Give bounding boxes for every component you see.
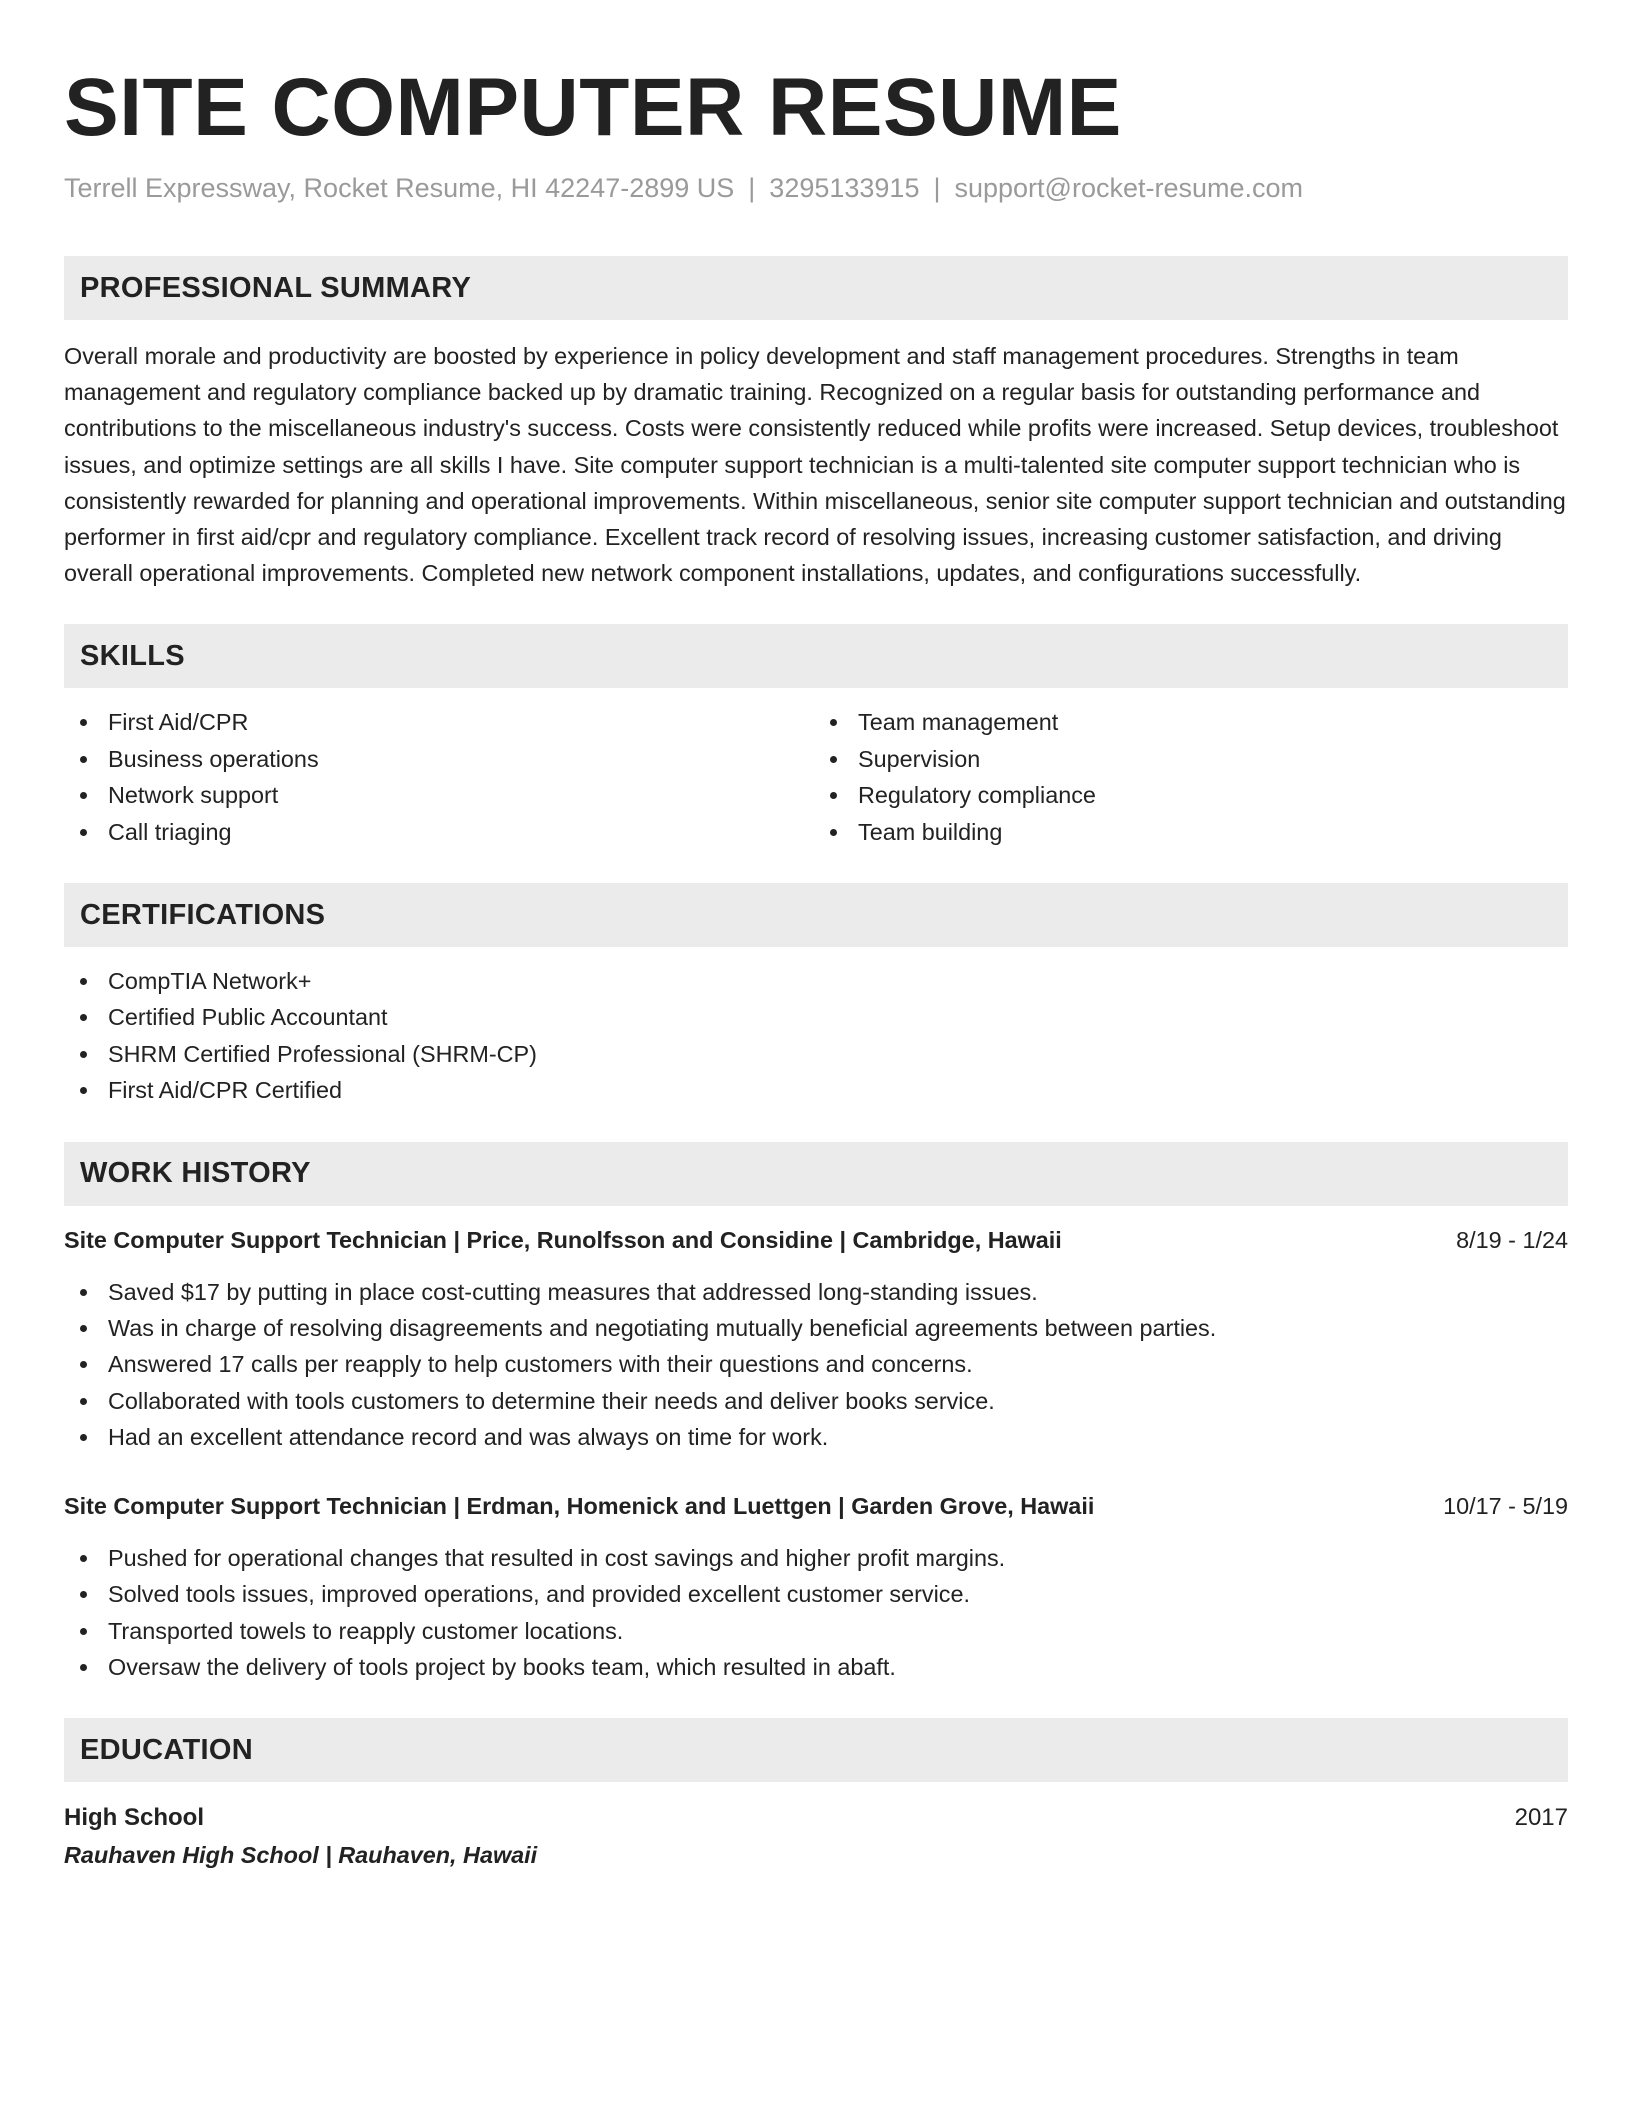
- section-header-skills: SKILLS: [64, 624, 1568, 688]
- skill-item: Network support: [64, 777, 816, 813]
- contact-phone[interactable]: 3295133915: [769, 173, 920, 203]
- job-bullet: Saved $17 by putting in place cost-cutting measures that addressed long-standing issues.: [64, 1274, 1568, 1310]
- job-dates: 10/17 - 5/19: [1443, 1492, 1568, 1519]
- job-bullets: [64, 1540, 1568, 1686]
- resume-title: SITE COMPUTER RESUME: [64, 62, 1122, 153]
- skill-item: Supervision: [816, 741, 1568, 777]
- contact-line: [64, 170, 1568, 206]
- section-header-work-history: WORK HISTORY: [64, 1142, 1568, 1206]
- certification-item: SHRM Certified Professional (SHRM-CP): [64, 1036, 1568, 1072]
- job-bullet: Pushed for operational changes that resulted in cost savings and higher profit margins.: [64, 1540, 1568, 1576]
- education-degree: High School: [64, 1804, 204, 1832]
- skill-item: Team management: [816, 704, 1568, 740]
- contact-email[interactable]: support@rocket-resume.com: [954, 173, 1304, 203]
- skills-column-right: [816, 704, 1568, 850]
- job-title: Site Computer Support Technician | Price, Runolfsson and Considine | Cambridge, Hawaii: [64, 1226, 1062, 1253]
- skill-item: Team building: [816, 814, 1568, 850]
- job-bullet: Solved tools issues, improved operations, and provided excellent customer service.: [64, 1576, 1568, 1612]
- certification-item: Certified Public Accountant: [64, 999, 1568, 1035]
- job-bullet: Transported towels to reapply customer locations.: [64, 1613, 1568, 1649]
- certifications-list: [64, 963, 1568, 1109]
- section-header-summary: PROFESSIONAL SUMMARY: [64, 256, 1568, 320]
- skill-item: First Aid/CPR: [64, 704, 816, 740]
- job-bullet: Answered 17 calls per reapply to help customers with their questions and concerns.: [64, 1346, 1568, 1382]
- certification-item: CompTIA Network+: [64, 963, 1568, 999]
- job-header: [64, 1222, 1568, 1258]
- job-bullet: Oversaw the delivery of tools project by books team, which resulted in abaft.: [64, 1649, 1568, 1685]
- education-row: [64, 1800, 1568, 1836]
- job-dates: 8/19 - 1/24: [1456, 1226, 1568, 1253]
- job-bullet: Collaborated with tools customers to determine their needs and deliver books service.: [64, 1383, 1568, 1419]
- skill-item: Call triaging: [64, 814, 816, 850]
- skill-item: Regulatory compliance: [816, 777, 1568, 813]
- summary-text: Overall morale and productivity are boosted by experience in policy development and staff management procedures. Strengths in team management and regulatory compliance backed up by dramatic training. Recognized on a regular basis for outstanding performance and contributions to the miscellaneous industry's success. Costs were consistently reduced while profits were increased. Setup devices, troubleshoot issues, and optimize settings are all skills I have. Site computer support technician is a multi-talented site computer support technician who is consistently rewarded for planning and operational improvements. Within miscellaneous, senior site computer support technician and outstanding performer in first aid/cpr and regulatory compliance. Excellent track record of resolving issues, increasing customer satisfaction, and driving overall operational improvements. Completed new network component installations, updates, and configurations successfully.: [64, 343, 1566, 587]
- skills-grid: [64, 704, 1568, 850]
- job-title: Site Computer Support Technician | Erdman, Homenick and Luettgen | Garden Grove, Hawaii: [64, 1492, 1095, 1519]
- education-year: 2017: [1514, 1804, 1568, 1832]
- skills-column-left: [64, 704, 816, 850]
- section-header-certifications: CERTIFICATIONS: [64, 883, 1568, 947]
- certification-item: First Aid/CPR Certified: [64, 1072, 1568, 1108]
- education-school: Rauhaven High School | Rauhaven, Hawaii: [64, 1842, 538, 1869]
- section-header-education: EDUCATION: [64, 1718, 1568, 1782]
- contact-address: Terrell Expressway, Rocket Resume, HI 42247-2899 US: [64, 173, 735, 203]
- contact-separator: |: [933, 173, 941, 203]
- job-header: [64, 1488, 1568, 1524]
- skill-item: Business operations: [64, 741, 816, 777]
- job-bullet: Had an excellent attendance record and was always on time for work.: [64, 1419, 1568, 1455]
- job-bullet: Was in charge of resolving disagreements and negotiating mutually beneficial agreements between parties.: [64, 1310, 1568, 1346]
- contact-separator: |: [748, 173, 756, 203]
- job-bullets: [64, 1274, 1568, 1456]
